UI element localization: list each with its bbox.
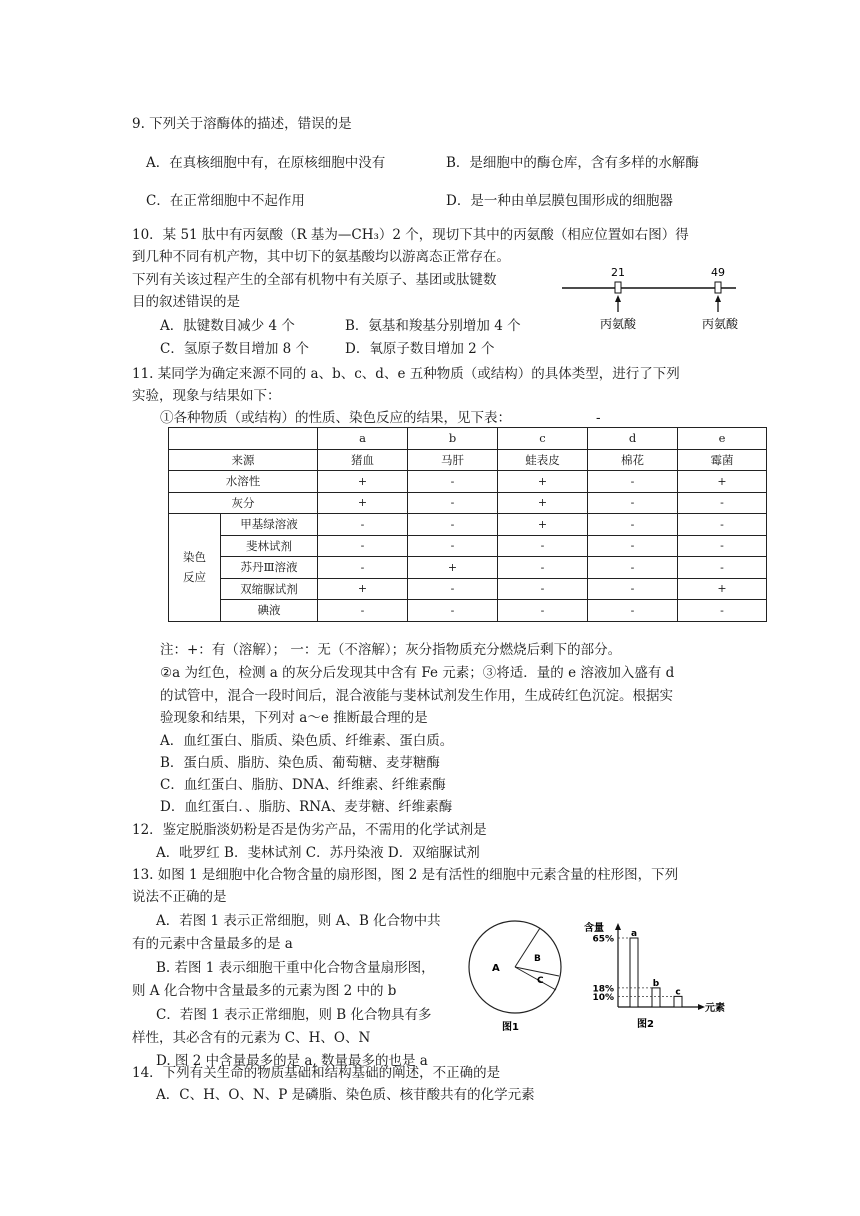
q10-peptide-figure	[560, 262, 740, 337]
q12-options: A．吡罗红 B．斐林试剂 C．苏丹染液 D．双缩脲试剂	[156, 845, 480, 861]
column-header: c	[498, 428, 588, 450]
q10-option-b: B．氨基和羧基分别增加 4 个	[345, 318, 521, 334]
table-cell: +	[498, 471, 588, 493]
q10-stem-line2: 到几种不同有机产物，其中切下的氨基酸均以游离态正常存在。	[132, 249, 510, 265]
table-cell: 棉花	[588, 449, 678, 471]
fig2-tick-label: 65%	[592, 934, 614, 945]
q11-stem-line1: 11. 某同学为确定来源不同的 a、b、c、d、e 五种物质（或结构）的具体类型，进行了下列	[132, 366, 680, 382]
fig1-sector-line	[515, 967, 559, 976]
table-cell: -	[678, 514, 767, 536]
arrow-up-icon	[615, 923, 621, 930]
row-label-source: 来源	[169, 449, 318, 471]
q10-stem-line4: 目的叙述错误的是	[132, 294, 240, 310]
q10-option-d: D．氧原子数目增加 2 个	[345, 341, 495, 357]
peptide-label-1: 丙氨酸	[599, 317, 637, 331]
arrow-up-icon	[615, 295, 621, 302]
table-cell: -	[498, 600, 588, 622]
fig1-sector-b: B	[534, 954, 541, 964]
table-cell: -	[318, 600, 408, 622]
table-cell: -	[318, 557, 408, 579]
table-row	[169, 514, 767, 536]
q13-figure-1	[466, 918, 566, 1048]
table-cell: +	[498, 492, 588, 514]
q13-stem-line2: 说法不正确的是	[132, 889, 227, 905]
table-cell: +	[498, 514, 588, 536]
q10-stem-line1: 10．某 51 肽中有丙氨酸（R 基为—CH₃）2 个，现切下其中的丙氨酸（相应位置如右图）得	[132, 227, 689, 243]
table-cell: -	[588, 557, 678, 579]
stain-group-label: 染色 反应	[169, 514, 221, 622]
table-cell: +	[678, 578, 767, 600]
table-cell: +	[318, 492, 408, 514]
fig2-ylabel: 含量	[584, 923, 604, 934]
q9-stem: 9. 下列关于溶酶体的描述，错误的是	[132, 116, 352, 132]
q11-properties-table	[168, 427, 767, 622]
q13-option-a-line1: A．若图 1 表示正常细胞，则 A、B 化合物中共	[156, 913, 441, 929]
table-cell: +	[678, 471, 767, 493]
q13-option-b-line2: 则 A 化合物中含量最多的元素为图 2 中的 b	[132, 983, 397, 999]
table-cell: +	[318, 471, 408, 493]
row-label-ash: 灰分	[169, 492, 318, 514]
q10-stem-line3: 下列有关该过程产生的全部有机物中有关原子、基团或肽键数	[132, 272, 497, 288]
fig1-caption: 图1	[502, 1022, 519, 1033]
q11-para-line1: ②a 为红色，检测 a 的灰分后发现其中含有 Fe 元素；③将适．量的 e 溶液加入盛有 d	[160, 665, 675, 681]
table-cell: -	[678, 492, 767, 514]
table-row	[169, 535, 767, 557]
table-cell: -	[678, 600, 767, 622]
table-cell: -	[498, 578, 588, 600]
reagent-label: 碘液	[221, 600, 318, 622]
q11-intro-mark: -	[596, 410, 601, 426]
fig2-bar-label: b	[652, 978, 660, 989]
q11-stem-line2: 实验，现象与结果如下：	[132, 388, 281, 404]
fig2-bar-label: a	[630, 929, 638, 939]
table-cell: -	[318, 535, 408, 557]
q9-option-d: D．是一种由单层膜包围形成的细胞器	[446, 193, 673, 209]
q14-option-a: A．C、H、O、N、P 是磷脂、染色质、核苷酸共有的化学元素	[156, 1087, 535, 1103]
table-cell: -	[408, 535, 498, 557]
table-cell: -	[408, 492, 498, 514]
table-cell: -	[498, 535, 588, 557]
table-cell: -	[408, 514, 498, 536]
q11-para-line2: 的试管中，混合一段时间后，混合液能与斐林试剂发生作用，生成砖红色沉淀。根据实	[160, 688, 673, 704]
table-cell: 马肝	[408, 449, 498, 471]
peptide-pos-21: 21	[611, 266, 625, 279]
table-cell: -	[588, 535, 678, 557]
q9-option-b: B．是细胞中的酶仓库，含有多样的水解酶	[446, 155, 699, 171]
q11-option-d: D．血红蛋白．、脂肪、RNA、麦芽糖、纤维素酶	[160, 799, 453, 815]
table-cell: +	[318, 578, 408, 600]
q11-table-intro: ①各种物质（或结构）的性质、染色反应的结果，见下表：	[160, 410, 511, 426]
q13-option-c-line2: 样性，其必含有的元素为 C、H、O、N	[132, 1030, 371, 1046]
peptide-marker-21	[615, 282, 621, 293]
q12-stem: 12．鉴定脱脂淡奶粉是否是伪劣产品，不需用的化学试剂是	[132, 822, 487, 838]
q13-option-c-line1: C．若图 1 表示正常细胞，则 B 化合物具有多	[156, 1007, 432, 1023]
reagent-label: 斐林试剂	[221, 535, 318, 557]
q13-option-a-line2: 有的元素中含量最多的是 a	[132, 936, 293, 952]
table-cell: -	[408, 471, 498, 493]
table-row	[169, 578, 767, 600]
fig1-sector-c: C	[537, 976, 544, 986]
fig2-tick-label: 10%	[592, 992, 614, 1003]
reagent-label: 甲基绿溶液	[221, 514, 318, 536]
q9-option-c: C．在正常细胞中不起作用	[146, 193, 305, 209]
reagent-label: 双缩脲试剂	[221, 578, 318, 600]
peptide-label-2: 丙氨酸	[701, 317, 739, 331]
table-cell: -	[408, 578, 498, 600]
table-cell: -	[588, 492, 678, 514]
q13-option-b-line1: B. 若图 1 表示细胞干重中化合物含量扇形图，	[156, 960, 435, 976]
q9-option-a: A．在真核细胞中有，在原核细胞中没有	[146, 155, 386, 171]
q11-note: 注：+：有（溶解）； 一：无（不溶解）；灰分指物质充分燃烧后剩下的部分。	[160, 642, 622, 658]
table-cell: -	[588, 514, 678, 536]
fig2-xlabel: 元素	[705, 1003, 725, 1014]
table-cell: -	[498, 557, 588, 579]
table-row	[169, 471, 767, 493]
table-row	[169, 449, 767, 471]
table-cell: 霉菌	[678, 449, 767, 471]
column-header: e	[678, 428, 767, 450]
table-row	[169, 557, 767, 579]
fig1-sector-a: A	[492, 963, 500, 974]
fig2-bar-label: c	[675, 987, 681, 998]
table-cell: -	[318, 514, 408, 536]
arrow-right-icon	[698, 1004, 705, 1010]
column-header: b	[408, 428, 498, 450]
table-row	[169, 492, 767, 514]
q14-stem: 14．下列有关生命的物质基础和结构基础的阐述，不正确的是	[132, 1065, 501, 1081]
reagent-label: 苏丹Ⅲ溶液	[221, 557, 318, 579]
q11-option-c: C．血红蛋白、脂肪、DNA、纤维素、纤维素酶	[160, 777, 446, 793]
table-cell: +	[408, 557, 498, 579]
q13-option-d: D. 图 2 中含量最多的是 a, 数量最多的也是 a	[156, 1053, 428, 1069]
table-cell: 蛙表皮	[498, 449, 588, 471]
q13-figure-2	[578, 914, 738, 1032]
table-cell: -	[588, 471, 678, 493]
q11-option-a: A．血红蛋白、脂质、染色质、纤维素、蛋白质。	[160, 733, 454, 749]
table-row	[169, 600, 767, 622]
q11-option-b: B．蛋白质、脂肪、染色质、葡萄糖、麦芽糖酶	[160, 755, 440, 771]
column-header: d	[588, 428, 678, 450]
fig1-sector-line	[515, 967, 556, 990]
column-header: a	[318, 428, 408, 450]
table-cell: 猪血	[318, 449, 408, 471]
q10-option-a: A．肽键数目减少 4 个	[160, 318, 295, 334]
fig2-bars	[592, 929, 682, 1007]
table-cell: -	[588, 600, 678, 622]
fig2-bar-b	[652, 988, 660, 1007]
fig2-bar-c	[674, 996, 682, 1007]
table-header-row	[169, 428, 767, 450]
row-label-solubility: 水溶性	[169, 471, 318, 493]
table-cell: -	[678, 557, 767, 579]
fig2-tick-label: 18%	[592, 984, 614, 995]
fig2-caption: 图2	[637, 1019, 654, 1030]
q11-para-line3: 验现象和结果，下列对 a～e 推断最合理的是	[160, 710, 428, 726]
q13-stem-line1: 13. 如图 1 是细胞中化合物含量的扇形图，图 2 是有活性的细胞中元素含量的柱形图，下列	[132, 867, 679, 883]
table-cell: -	[588, 578, 678, 600]
peptide-pos-49: 49	[711, 266, 725, 279]
peptide-marker-49	[715, 282, 721, 293]
table-cell: -	[678, 535, 767, 557]
arrow-up-icon	[715, 295, 721, 302]
table-cell: -	[408, 600, 498, 622]
q10-option-c: C．氢原子数目增加 8 个	[160, 341, 310, 357]
